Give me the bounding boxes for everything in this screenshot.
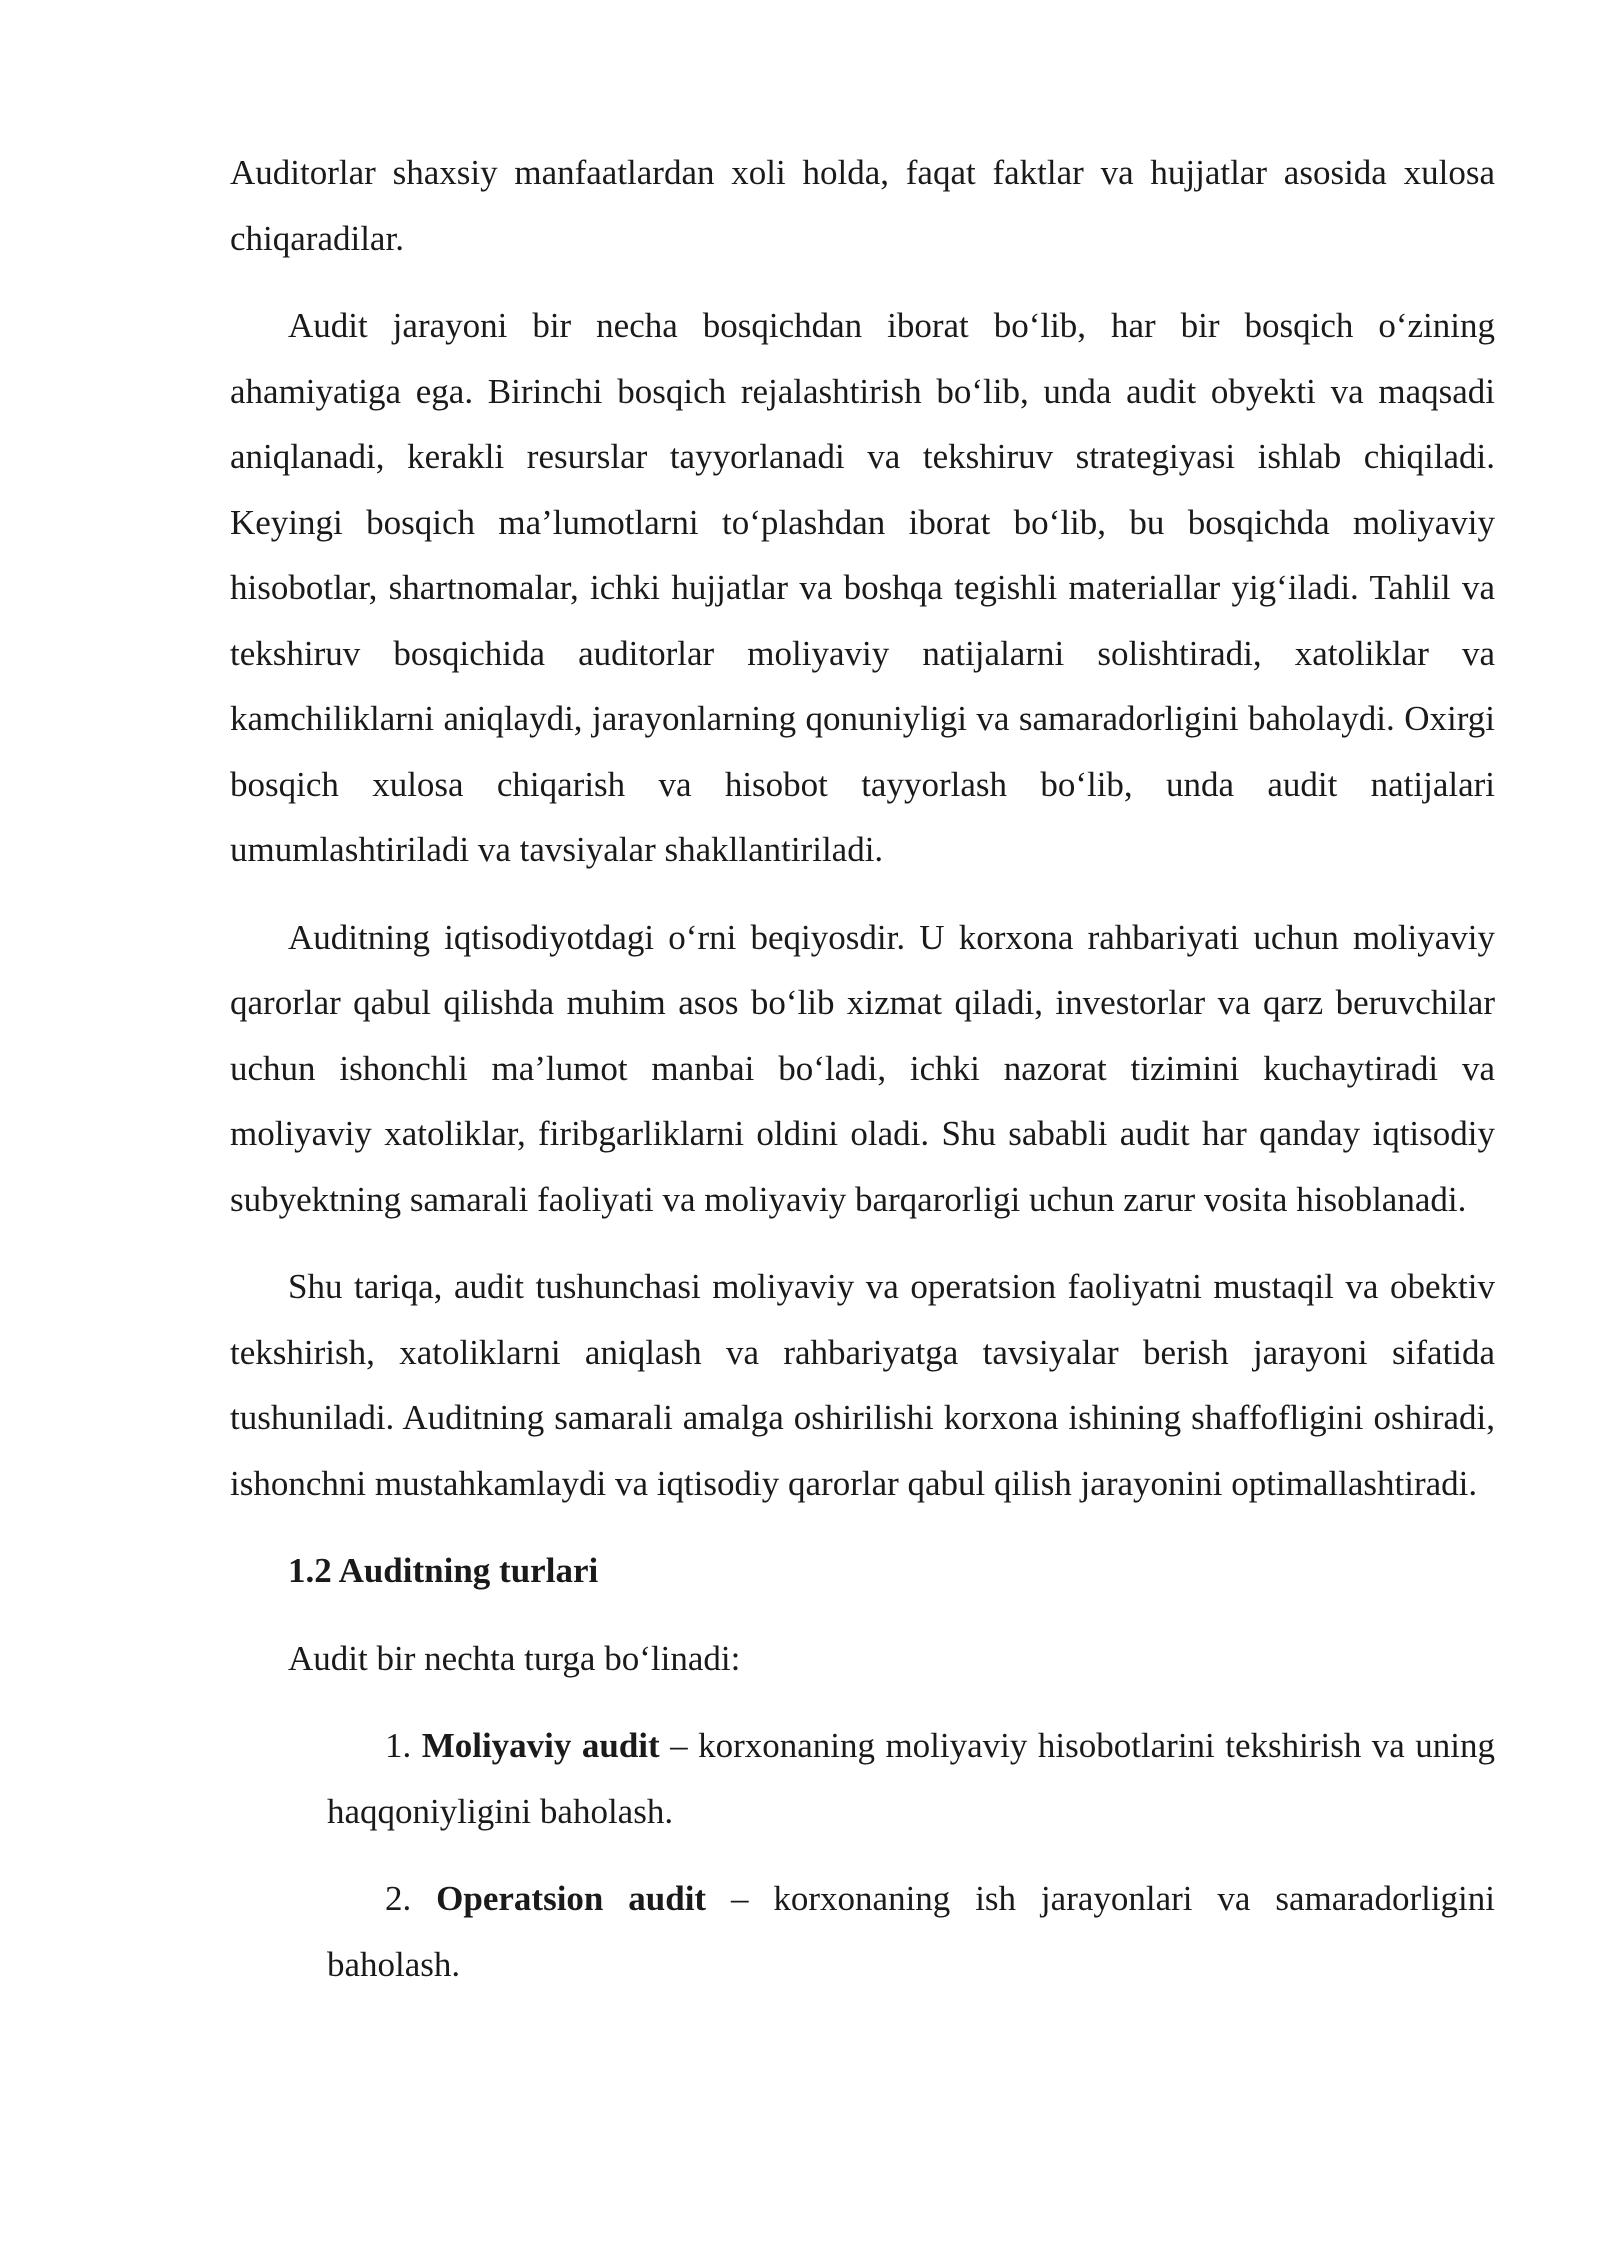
- document-page: [230, 140, 1495, 2019]
- paragraph-audit-role-in-economy: Auditning iqtisodiyotdagi o‘rni beqiyosdir. U korxona rahbariyati uchun moliyaviy qarorlar qabul qilishda muhim asos bo‘lib xizmat qiladi, investorlar va qarz beruvchilar uchun ishonchli ma’lumot manbai bo‘ladi, ichki nazorat tizimini kuchaytiradi va moliyaviy xatoliklar, firibgarliklarni oldini oladi. Shu sababli audit har qanday iqtisodiy subyektning samarali faoliyati va moliyaviy barqarorligi uchun zarur vosita hisoblanadi.: [230, 917, 1495, 1219]
- list-item-number: 2.: [385, 1879, 412, 1918]
- section-intro: Audit bir nechta turga bo‘linadi:: [288, 1638, 741, 1678]
- list-item-term: Operatsion audit: [436, 1879, 707, 1918]
- list-item-description: – korxonaning ish jarayonlari va samaradorligini baholash.: [327, 1879, 1495, 1984]
- list-item-term: Moliyaviy audit: [421, 1726, 660, 1765]
- section-heading: 1.2 Auditning turlari: [288, 1551, 599, 1590]
- paragraph-audit-stages: Audit jarayoni bir necha bosqichdan iborat bo‘lib, har bir bosqich o‘zining ahamiyatiga ega. Birinchi bosqich rejalashtirish bo‘lib, unda audit obyekti va maqsadi aniqlanadi, kerakli resurslar tayyorlanadi va tekshiruv strategiyasi ishlab chiqiladi. Keyingi bosqich ma’lumotlarni to‘plashdan iborat bo‘lib, bu bosqichda moliyaviy hisobotlar, shartnomalar, ichki hujjatlar va boshqa tegishli materiallar yig‘iladi. Tahlil va tekshiruv bosqichida auditorlar moliyaviy natijalarni solishtiradi, xatoliklar va kamchiliklarni aniqlaydi, jarayonlarning qonuniyligi va samaradorligini baholaydi. Oxirgi bosqich xulosa chiqarish va hisobot tayyorlash bo‘lib, unda audit natijalari umumlashtiriladi va tavsiyalar shakllantiriladi.: [230, 306, 1495, 869]
- list-item-financial-audit: [327, 1713, 1495, 1844]
- list-item-number: 1.: [385, 1726, 412, 1765]
- paragraph-audit-conclusion: Shu tariqa, audit tushunchasi moliyaviy va operatsion faoliyatni mustaqil va obektiv tekshirish, xatoliklarni aniqlash va rahbariyatga tavsiyalar berish jarayoni sifatida tushuniladi. Auditning samarali amalga oshirilishi korxona ishining shaffofligini oshiradi, ishonchni mustahkamlaydi va iqtisodiy qarorlar qabul qilish jarayonini optimallashtiradi.: [230, 1267, 1495, 1503]
- paragraph-auditor-objectivity: Auditorlar shaxsiy manfaatlardan xoli holda, faqat faktlar va hujjatlar asosida xulosa chiqaradilar.: [230, 153, 1495, 258]
- list-item-description: – korxonaning moliyaviy hisobotlarini tekshirish va uning haqqoniyligini baholash.: [327, 1726, 1495, 1831]
- list-item-operational-audit: [327, 1866, 1495, 1997]
